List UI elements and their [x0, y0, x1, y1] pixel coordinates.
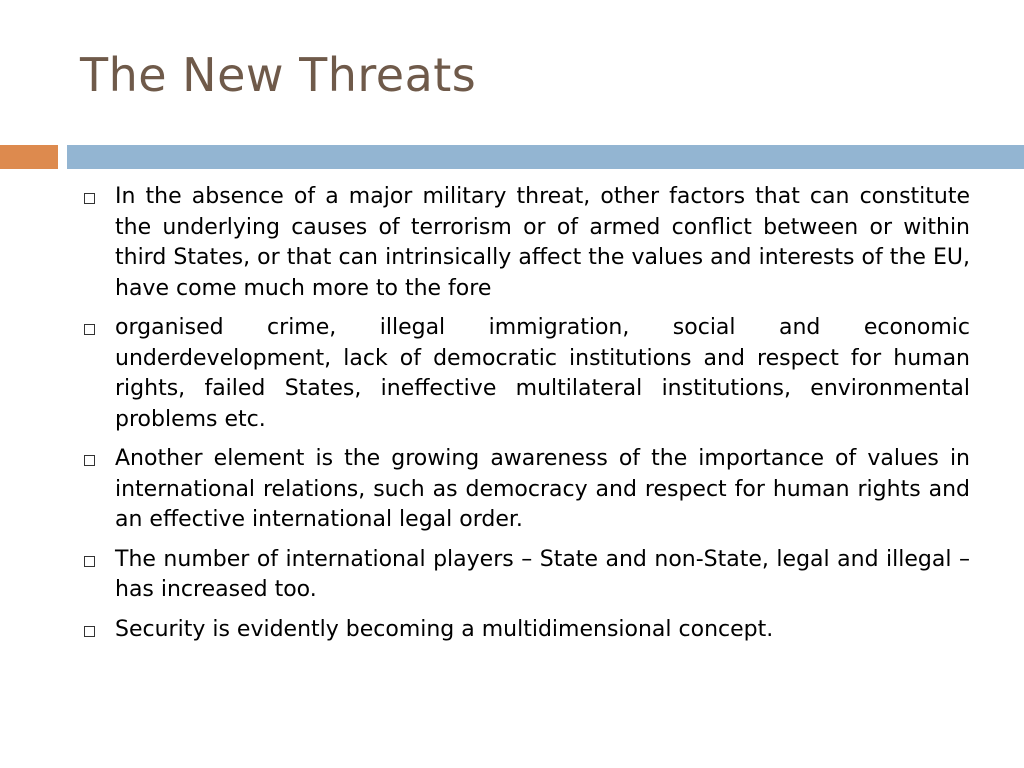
bullet-text: The number of international players – State and non-State, legal and illegal – has increased too.: [115, 546, 970, 602]
hollow-square-bullet-icon: [84, 626, 95, 637]
bullet-item: [80, 444, 970, 536]
hollow-square-bullet-icon: [84, 556, 95, 567]
accent-bar-blue: [67, 145, 1024, 169]
bullet-list: [80, 182, 970, 654]
bullet-item: [80, 182, 970, 304]
hollow-square-bullet-icon: [84, 455, 95, 466]
hollow-square-bullet-icon: [84, 324, 95, 335]
bullet-text: Another element is the growing awareness of the importance of values in international relations, such as democracy and respect for human rights and an effective international legal order.: [115, 446, 970, 532]
bullet-text: In the absence of a major military threat, other factors that can constitute the underlying causes of terrorism or of armed conflict between or within third States, or that can intrinsically affect the values and interests of the EU, have come much more to the fore: [115, 184, 970, 301]
bullet-text: organised crime, illegal immigration, social and economic underdevelopment, lack of democratic institutions and respect for human rights, failed States, ineffective multilateral institutions, environmental problems etc.: [115, 315, 970, 432]
slide-title: The New Threats: [80, 48, 477, 102]
bullet-item: [80, 615, 970, 646]
accent-bar-orange: [0, 145, 58, 169]
bullet-text: Security is evidently becoming a multidimensional concept.: [115, 616, 774, 642]
hollow-square-bullet-icon: [84, 193, 95, 204]
bullet-item: [80, 545, 970, 606]
bullet-item: [80, 313, 970, 435]
